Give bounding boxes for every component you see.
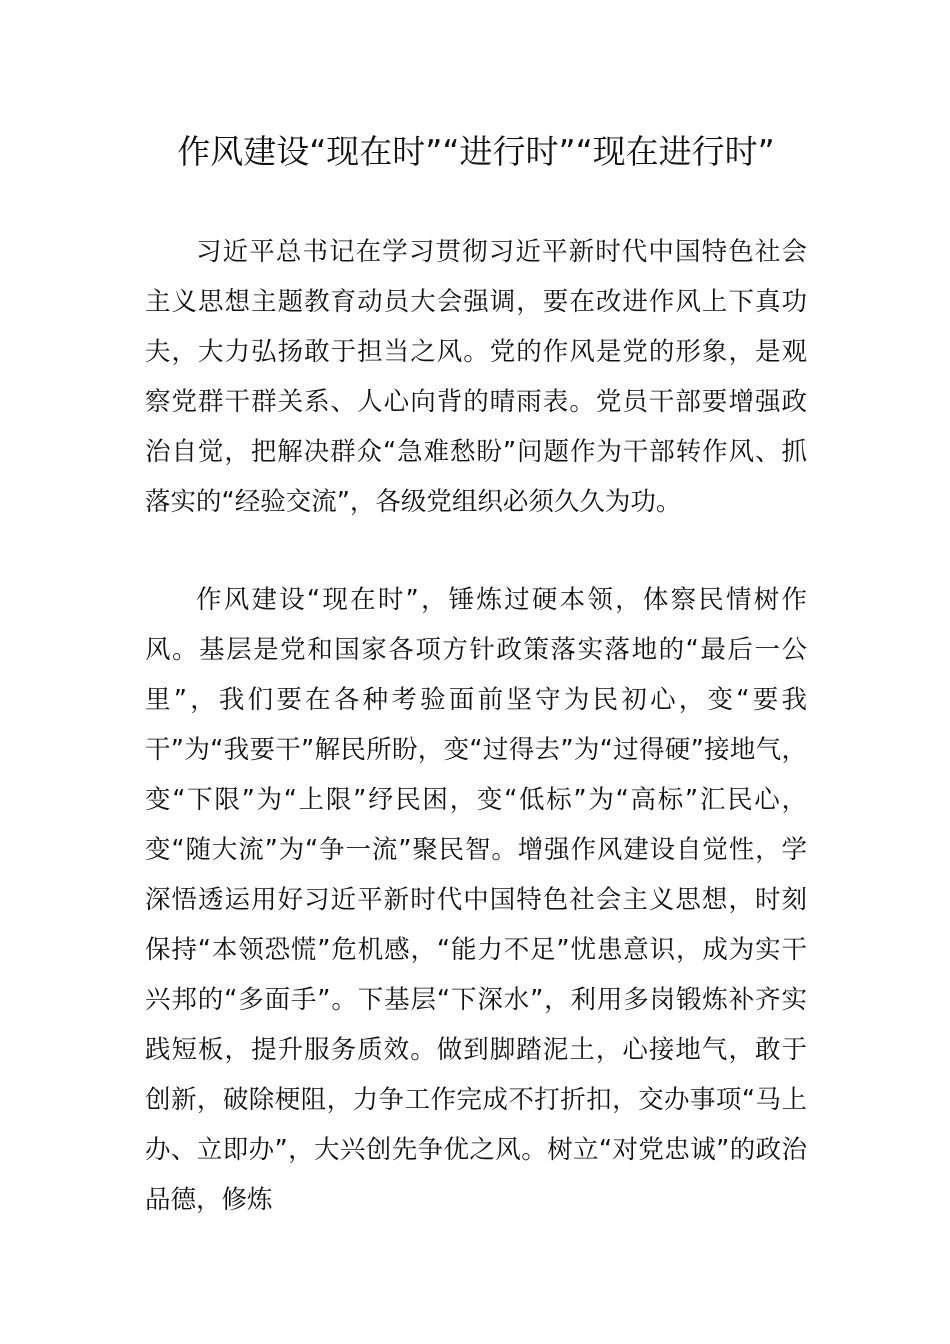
document-title: 作风建设“现在时”“进行时”“现在进行时” [177, 132, 775, 171]
paragraph-present-tense: 作风建设“现在时”，锤炼过硬本领，体察民情树作风。基层是党和国家各项方针政策落实落地的“最后一公里”，我们要在各种考验面前坚守为民初心，变“要我干”为“我要干”解民所盼，变“过得去”为“过得硬”接地气，变“下限”为“上限”纾民困，变“低标”为“高标”汇民心，变“随大流”为“争一流”聚民智。增强作风建设自觉性，学深悟透运用好习近平新时代中国特色社会主义思想，时刻保持“本领恐慌”危机感，“能力不足”忧患意识，成为实干兴邦的“多面手”。下基层“下深水”，利用多岗锻炼补齐实践短板，提升服务质效。做到脚踏泥土，心接地气，敢于创新，破除梗阻，力争工作完成不打折扣，交办事项“马上办、立即办”，大兴创先争优之风。树立“对党忠诚”的政治品德，修炼 [145, 585, 807, 1215]
paragraph-intro: 习近平总书记在学习贯彻习近平新时代中国特色社会主义思想主题教育动员大会强调，要在改进作风上下真功夫，大力弘扬敢于担当之风。党的作风是党的形象，是观察党群干群关系、人心向背的晴雨表。党员干部要增强政治自觉，把解决群众“急难愁盼”问题作为干部转作风、抓落实的“经验交流”，各级党组织必须久久为功。 [145, 237, 807, 517]
